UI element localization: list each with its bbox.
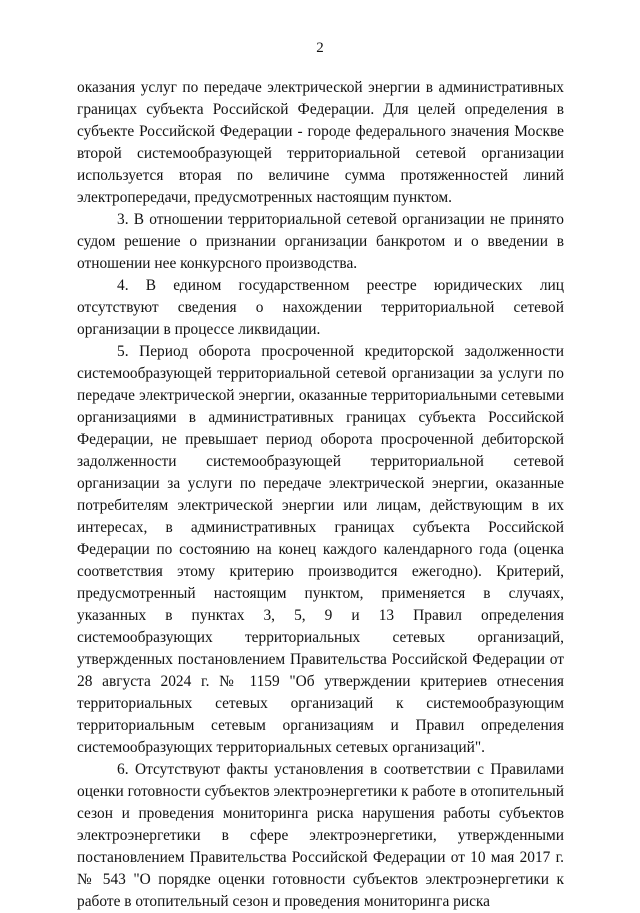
paragraph-continuation: оказания услуг по передаче электрической энергии в административных границах субъекта Российской Федерации. Для целей определения в субъекте Российской Федерации - городе федерального значения Москве второй системообразующей территориальной сетевой организации используется вторая по величине сумма протяженностей линий электропередачи, предусмотренных настоящим пунктом.	[77, 79, 564, 206]
paragraph-item-5: 5. Период оборота просроченной кредиторской задолженности системообразующей территориальной сетевой организации за услуги по передаче электрической энергии, оказанные территориальными сетевыми организациями в административных границах субъекта Российской Федерации, не превышает период оборота просроченной дебиторской задолженности системообразующей территориальной сетевой организации за услуги по передаче электрической энергии, оказанные потребителям электрической энергии или лицам, действующим в их интересах, в административных границах субъекта Российской Федерации по состоянию на конец каждого календарного года (оценка соответствия этому критерию производится ежегодно). Критерий, предусмотренный настоящим пунктом, применяется в случаях, указанных в пунктах 3, 5, 9 и 13 Правил определения системообразующих территориальных сетевых организаций, утвержденных постановлением Правительства Российской Федерации от 28 августа 2024 г. № 1159 "Об утверждении критериев отнесения территориальных сетевых организаций к системообразующим территориальным сетевым организациям и Правил определения системообразующих территориальных сетевых организаций".	[77, 343, 564, 756]
document-body	[77, 77, 564, 913]
paragraph-item-6: 6. Отсутствуют факты установления в соответствии с Правилами оценки готовности субъектов электроэнергетики к работе в отопительный сезон и проведения мониторинга риска нарушения работы субъектов электроэнергетики в сфере электроэнергетики, утвержденными постановлением Правительства Российской Федерации от 10 мая 2017 г. № 543 "О порядке оценки готовности субъектов электроэнергетики к работе в отопительный сезон и проведения мониторинга риска	[77, 761, 564, 910]
paragraph-item-3: 3. В отношении территориальной сетевой организации не принято судом решение о признании организации банкротом и о введении в отношении нее конкурсного производства.	[77, 211, 564, 272]
page-number: 2	[316, 40, 324, 56]
paragraph-item-4: 4. В едином государственном реестре юридических лиц отсутствуют сведения о нахождении территориальной сетевой организации в процессе ликвидации.	[77, 277, 564, 338]
